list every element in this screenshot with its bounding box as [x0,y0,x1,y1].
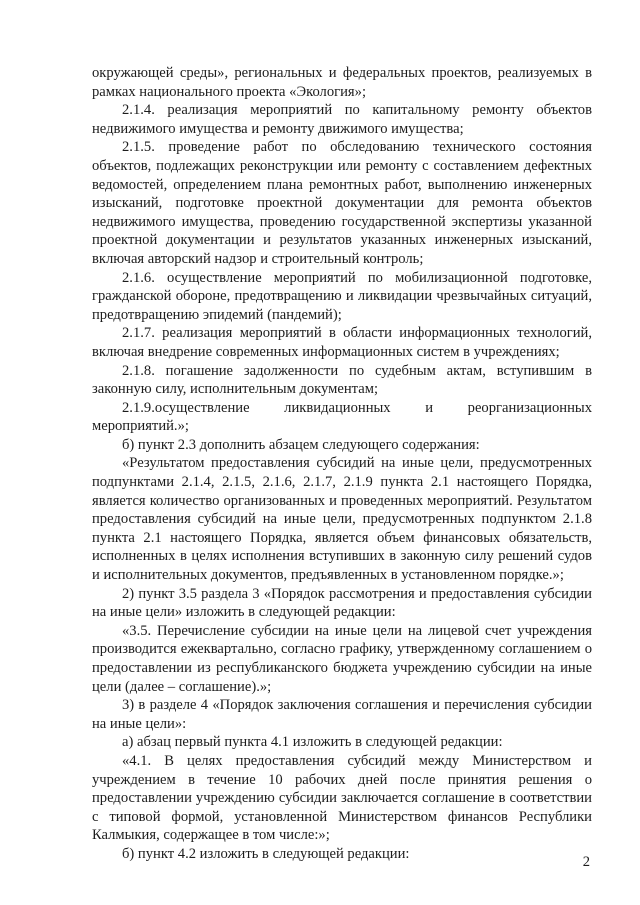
paragraph-2-1-7: 2.1.7. реализация мероприятий в области информационных технологий, включая внедрение современных информационных систем в учреждениях; [92,325,592,360]
document-body [92,64,592,864]
paragraph-item-a-4-1: а) абзац первый пункта 4.1 изложить в следующей редакции: [122,734,503,751]
paragraph-4-1-quote: «4.1. В целях предоставления субсидий между Министерством и учреждением в течение 10 рабочих дней после принятия решения о предоставлении учреждению субсидии заключается соглашение в соответствии с типовой формой, установленной Министерством финансов Республики Калмыкия, содержащее в том числе:»; [92,752,592,844]
paragraph-item-2-3-5: 2) пункт 3.5 раздела 3 «Порядок рассмотрения и предоставления субсидии на иные цели» изложить в следующей редакции: [92,585,592,621]
paragraph-item-b-4-2: б) пункт 4.2 изложить в следующей редакции: [122,845,410,862]
paragraph-item-b-2-3: б) пункт 2.3 дополнить абзацем следующего содержания: [122,436,480,453]
paragraph-item-3-section-4: 3) в разделе 4 «Порядок заключения соглашения и перечисления субсидии на иные цели»: [92,697,592,732]
paragraph-2-1-4: 2.1.4. реализация мероприятий по капитальному ремонту объектов недвижимого имущества и ремонту движимого имущества; [92,102,592,137]
paragraph-continuation: окружающей среды», региональных и федеральных проектов, реализуемых в рамках национального проекта «Экология»; [92,65,592,100]
paragraph-3-5-quote: «3.5. Перечисление субсидии на иные цели на лицевой счет учреждения производится ежеквартально, согласно графику, утвержденному соглашением о предоставлении из республиканского бюджета учреждению субсидии на иные цели (далее – соглашение).»; [92,622,592,695]
paragraph-result-quote: «Результатом предоставления субсидий на иные цели, предусмотренных подпунктами 2.1.4, 2.1.5, 2.1.6, 2.1.7, 2.1.9 пункта 2.1 настоящего Порядка, является количество организованных и проведенных мероприятий. Результатом предоставления субсидий на иные цели, предусмотренных подпунктом 2.1.8 пункта 2.1 настоящего Порядка, является объем финансовых обязательств, исполненных в целях исполнения вступивших в законную силу решений судов и исполнительных документов, предъявленных в установленном порядке.»; [92,455,592,584]
page-number: 2 [582,854,590,870]
paragraph-2-1-9: 2.1.9.осуществление ликвидационных и реорганизационных мероприятий.»; [92,399,592,435]
paragraph-2-1-6: 2.1.6. осуществление мероприятий по мобилизационной подготовке, гражданской обороне, предотвращению и ликвидации чрезвычайных ситуаций, предотвращению эпидемий (пандемий); [92,269,592,323]
paragraph-2-1-8: 2.1.8. погашение задолженности по судебным актам, вступившим в законную силу, исполнительным документам; [92,362,592,398]
paragraph-2-1-5: 2.1.5. проведение работ по обследованию технического состояния объектов, подлежащих реконструкции или ремонту с составлением дефектных ведомостей, определением плана ремонтных работ, выполнению инженерных изысканий, подготовке проектной документации для ремонта объектов недвижимого имущества, проведению государственной экспертизы указанной проектной документации и результатов указанных инженерных изысканий, включая авторский надзор и строительный контроль; [92,139,592,267]
